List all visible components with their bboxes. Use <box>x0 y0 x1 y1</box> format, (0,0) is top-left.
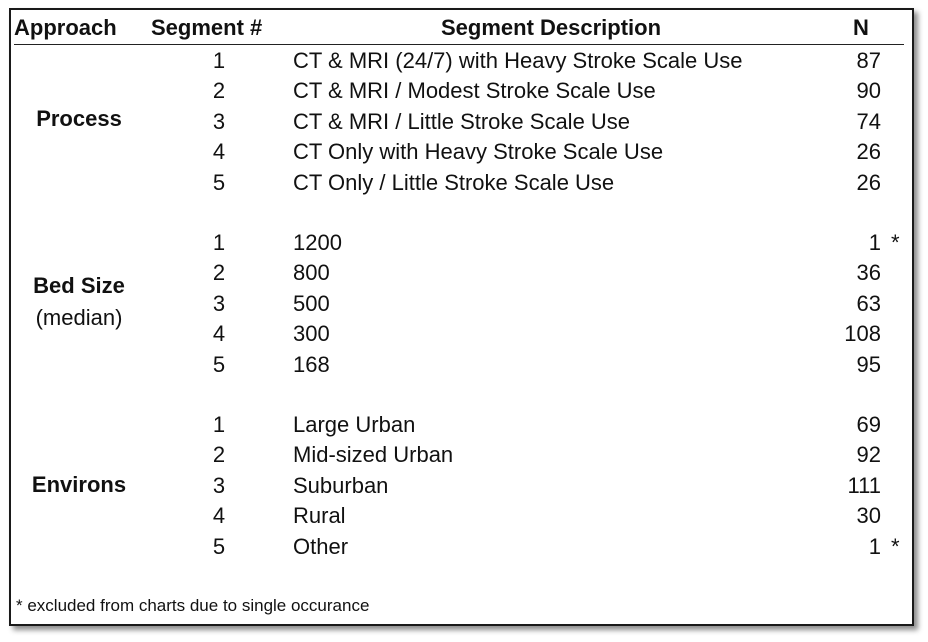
segment-description-cell: CT & MRI / Little Stroke Scale Use <box>293 108 631 134</box>
segment-number-cell: 5 <box>212 533 226 559</box>
group-label <box>14 106 144 132</box>
segment-table <box>9 8 914 626</box>
n-cell: 92 <box>856 442 881 468</box>
n-cell: 26 <box>856 169 881 195</box>
exclusion-marker: * <box>891 533 900 559</box>
segment-description-cell: CT & MRI (24/7) with Heavy Stroke Scale Use <box>293 48 743 73</box>
segment-description-cell: CT & MRI / Modest Stroke Scale Use <box>293 78 656 104</box>
segment-number-cell: 2 <box>212 78 226 104</box>
segment-number-cell: 4 <box>212 139 226 165</box>
segment-number-cell: 5 <box>212 169 226 195</box>
n-cell: 95 <box>856 351 881 377</box>
header-segment-description: Segment Description <box>441 15 662 40</box>
n-cell: 87 <box>856 48 881 73</box>
segment-number-cell: 5 <box>212 351 226 377</box>
group-label-title: Environs <box>31 472 127 497</box>
segment-number-cell: 1 <box>212 48 226 73</box>
segment-number-cell: 1 <box>212 230 226 255</box>
n-cell: 1 <box>868 533 881 559</box>
segment-number-cell: 3 <box>212 472 226 498</box>
n-cell: 26 <box>856 139 881 165</box>
n-cell: 36 <box>856 260 881 286</box>
segment-number-cell: 2 <box>212 260 226 286</box>
segment-description-cell: 168 <box>293 351 330 377</box>
group-label <box>14 273 144 331</box>
n-cell: 30 <box>856 503 881 529</box>
segment-number-cell: 3 <box>212 108 226 134</box>
group-label-title: Process <box>36 106 122 131</box>
n-cell: 1 <box>868 230 881 255</box>
header-segment-number: Segment # <box>151 15 263 40</box>
group-label-title: Bed Size <box>33 273 125 298</box>
segment-description-cell: Suburban <box>293 472 389 498</box>
segment-description-cell: CT Only / Little Stroke Scale Use <box>293 169 615 195</box>
n-cell: 111 <box>847 472 881 498</box>
segment-description-cell: 800 <box>293 260 330 286</box>
exclusion-marker: * <box>891 230 900 255</box>
segment-description-cell: 300 <box>293 321 330 347</box>
footnote: * excluded from charts due to single occurance <box>16 596 370 615</box>
segment-description-cell: Other <box>293 533 349 559</box>
n-cell: 63 <box>856 290 881 316</box>
segment-number-cell: 3 <box>212 290 226 316</box>
header-approach: Approach <box>14 15 117 40</box>
segment-description-cell: Rural <box>293 503 346 529</box>
n-cell: 74 <box>856 108 881 134</box>
n-cell: 90 <box>856 78 881 104</box>
n-cell: 69 <box>856 412 881 437</box>
group-label <box>14 472 144 498</box>
segment-number-cell: 4 <box>212 321 226 347</box>
n-cell: 108 <box>844 321 881 347</box>
segment-description-cell: Mid-sized Urban <box>293 442 454 468</box>
header-n: N <box>853 15 869 40</box>
segment-description-cell: 500 <box>293 290 330 316</box>
segment-number-cell: 1 <box>212 412 226 437</box>
header-divider <box>14 44 904 45</box>
segment-number-cell: 2 <box>212 442 226 468</box>
segment-description-cell: 1200 <box>293 230 342 255</box>
segment-description-cell: CT Only with Heavy Stroke Scale Use <box>293 139 664 165</box>
segment-number-cell: 4 <box>212 503 226 529</box>
group-label-subtitle: (median) <box>35 305 123 330</box>
segment-description-cell: Large Urban <box>293 412 416 437</box>
